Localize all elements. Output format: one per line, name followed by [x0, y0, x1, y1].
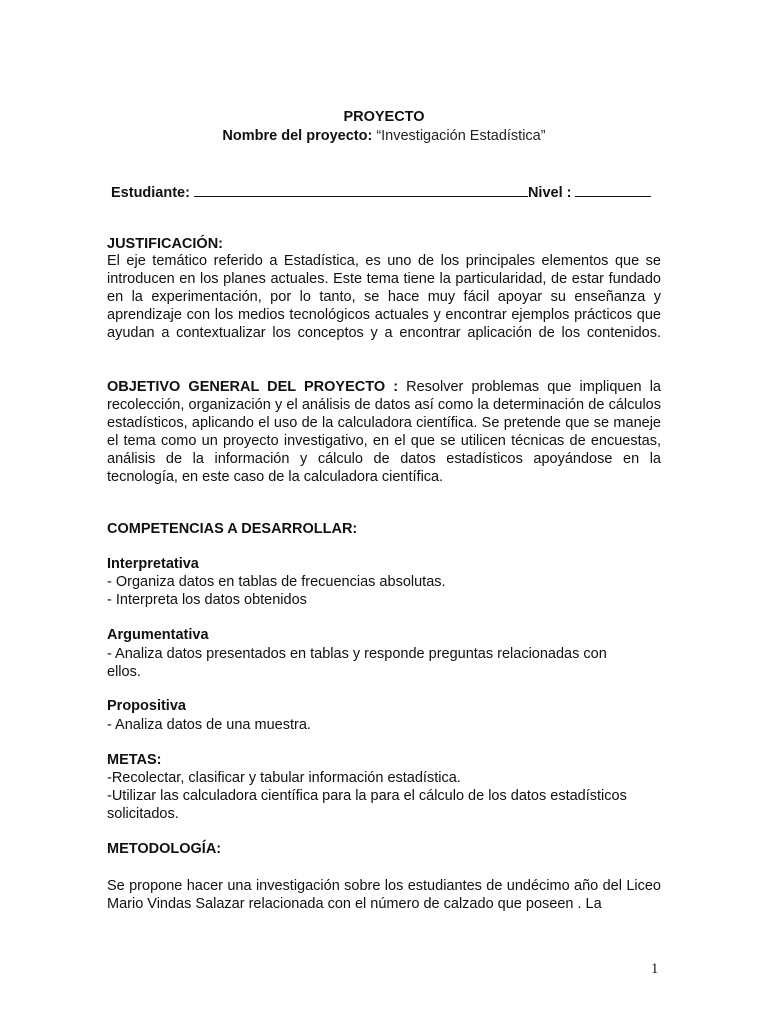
- project-name-line: [0, 128, 768, 144]
- objetivo-paragraph: [107, 378, 661, 486]
- metas-item: -Utilizar las calculadora científica para la para el cálculo de los datos estadísticos solicitados.: [107, 788, 627, 822]
- propositiva-heading: Propositiva: [107, 698, 186, 714]
- interpretativa-heading: Interpretativa: [107, 556, 199, 572]
- document-title: PROYECTO: [343, 109, 425, 125]
- level-label: Nivel :: [527, 185, 572, 201]
- argumentativa-item: - Analiza datos presentados en tablas y responde preguntas relacionadas con ellos.: [107, 646, 607, 680]
- interpretativa-item: - Organiza datos en tablas de frecuencias absolutas.: [107, 574, 446, 590]
- student-name-blank[interactable]: [194, 183, 528, 197]
- metas-heading: METAS:: [107, 752, 162, 768]
- student-line: [111, 183, 671, 201]
- page-number: 1: [651, 961, 659, 977]
- argumentativa-heading: Argumentativa: [107, 627, 209, 643]
- justificacion-text: El eje temático referido a Estadística, es uno de los principales elementos que se introducen en los planes actuales. Este tema tiene la particularidad, de estar fundado en la experimentación, por lo tanto, se hace muy fácil apoyar su enseñanza y aprendizaje con los medios tecnológicos actuales y encontrar ejemplos prácticos que ayudan a contextualizar los conceptos y a encontrar aplicación de los contenidos.: [107, 253, 661, 341]
- project-name-value: “Investigación Estadística”: [376, 128, 546, 144]
- metas-item: -Recolectar, clasificar y tabular información estadística.: [107, 770, 461, 786]
- objetivo-heading: OBJETIVO GENERAL DEL PROYECTO :: [107, 379, 399, 395]
- justificacion-heading: JUSTIFICACIÓN:: [107, 236, 223, 252]
- level-blank[interactable]: [575, 183, 651, 197]
- propositiva-item: - Analiza datos de una muestra.: [107, 717, 311, 733]
- metodologia-text: Se propone hacer una investigación sobre los estudiantes de undécimo año del Liceo Mario Vindas Salazar relacionada con el número de calzado que poseen . La: [107, 878, 661, 912]
- student-label: Estudiante:: [111, 185, 190, 201]
- project-name-label: Nombre del proyecto:: [222, 128, 373, 144]
- objetivo-text: Resolver problemas que impliquen la recolección, organización y el análisis de datos así como la determinación de cálculos estadísticos, aplicando el uso de la calculadora científica. Se pretende que se maneje el tema como un proyecto investigativo, en el que se utilicen técnicas de encuestas, análisis de la información y cálculo de datos estadísticos apoyándose en la tecnología, en este caso de la calculadora científica.: [107, 379, 661, 485]
- interpretativa-item: - Interpreta los datos obtenidos: [107, 592, 307, 608]
- metodologia-heading: METODOLOGÍA:: [107, 841, 222, 857]
- competencias-heading: COMPETENCIAS A DESARROLLAR:: [107, 521, 358, 537]
